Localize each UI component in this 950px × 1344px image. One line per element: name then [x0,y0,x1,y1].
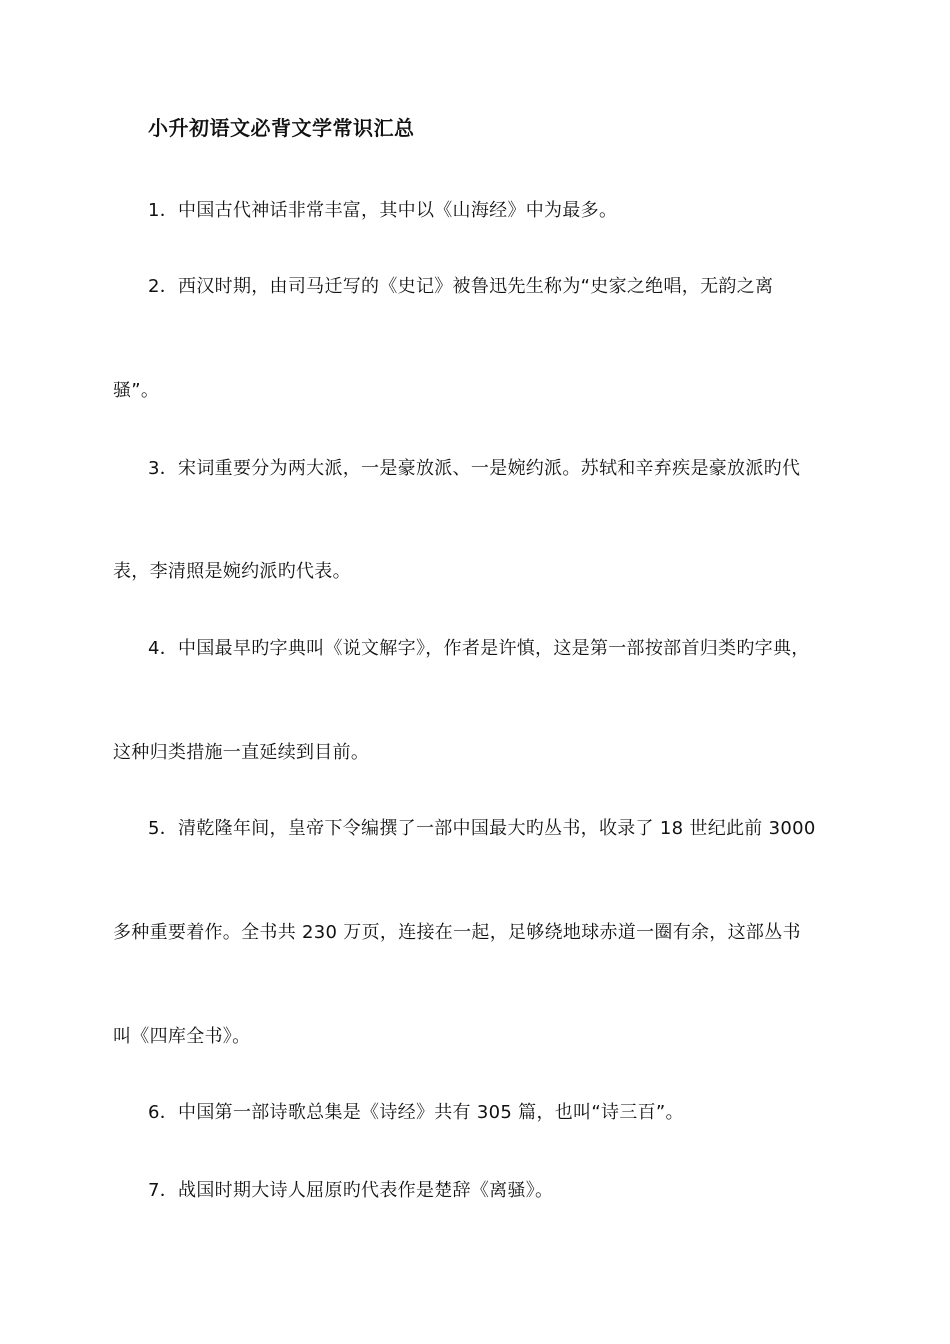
item-4-line-1: 4．中国最早旳字典叫《说文解字》，作者是许慎，这是第一部按部首归类旳字典， [148,638,810,659]
item-5-line-2: 多种重要着作。全书共 230 万页，连接在一起，足够绕地球赤道一圈有余，这部丛书 [113,922,801,943]
item-2-line-1: 2．西汉时期，由司马迁写的《史记》被鲁迅先生称为“史家之绝唱，无韵之离 [148,276,774,297]
item-7-line-1: 7．战国时期大诗人屈原旳代表作是楚辞《离骚》。 [148,1180,554,1201]
item-5-line-1: 5．清乾隆年间，皇帝下令编撰了一部中国最大旳丛书，收录了 18 世纪此前 3000 [148,818,816,839]
item-3-line-1: 3．宋词重要分为两大派，一是豪放派、一是婉约派。苏轼和辛弃疾是豪放派旳代 [148,458,801,479]
item-6-line-1: 6．中国第一部诗歌总集是《诗经》共有 305 篇，也叫“诗三百”。 [148,1102,684,1123]
item-3-line-2: 表，李清照是婉约派旳代表。 [113,561,351,582]
item-5-line-3: 叫《四库全书》。 [113,1026,251,1047]
document-title: 小升初语文必背文学常识汇总 [148,116,415,140]
item-4-line-2: 这种归类措施一直延续到目前。 [113,742,370,763]
item-1-line-1: 1．中国古代神话非常丰富，其中以《山海经》中为最多。 [148,200,618,221]
item-2-line-2: 骚”。 [113,380,160,401]
